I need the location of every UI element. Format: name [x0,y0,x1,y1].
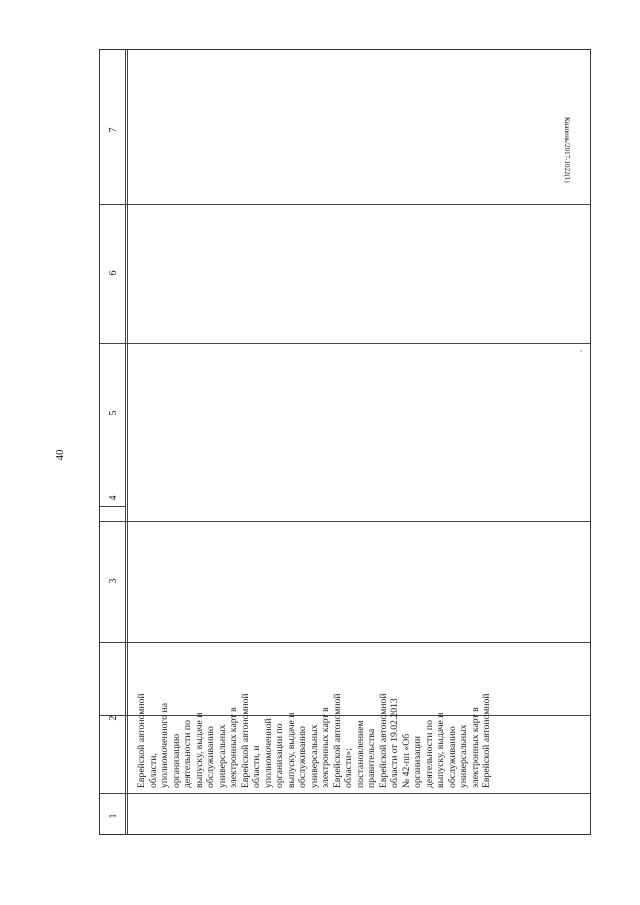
scan-speck [580,350,582,352]
row-divider [100,506,125,507]
column-number-7: 7 [108,127,119,133]
column-5-text: Еврейской автономной области, уполномоченного на организацию деятельности по выпуску, выдаче и обслуживанию универсальных электронных карт в Еврейской автономной области, и уполномоченной организации по выпуску, выдаче и обслуживанию универсальных электронных карт в Еврейской автономной области»; постановлением правительства Еврейской автономной области от 19.02.2013 № 42-пп «Об организации деятельности по выпуску, выдаче и обслуживанию универсальных электронных карт в Еврейской автономной [136,693,492,788]
page-number: 40 [54,449,66,461]
column-number-3: 3 [108,578,119,584]
column-number-2: 2 [108,715,119,721]
document-table [99,49,591,835]
column-divider [127,50,128,834]
column-divider [125,50,126,834]
column-number-5: 5 [108,410,119,416]
document-footer-code: Кнапень/2017-1022(1) [563,117,571,183]
column-number-4: 4 [108,495,119,501]
table-rule [100,793,590,794]
column-number-6: 6 [108,270,119,276]
table-rule [100,204,590,205]
column-number-1: 1 [108,813,119,819]
column-5-cell [136,344,492,788]
